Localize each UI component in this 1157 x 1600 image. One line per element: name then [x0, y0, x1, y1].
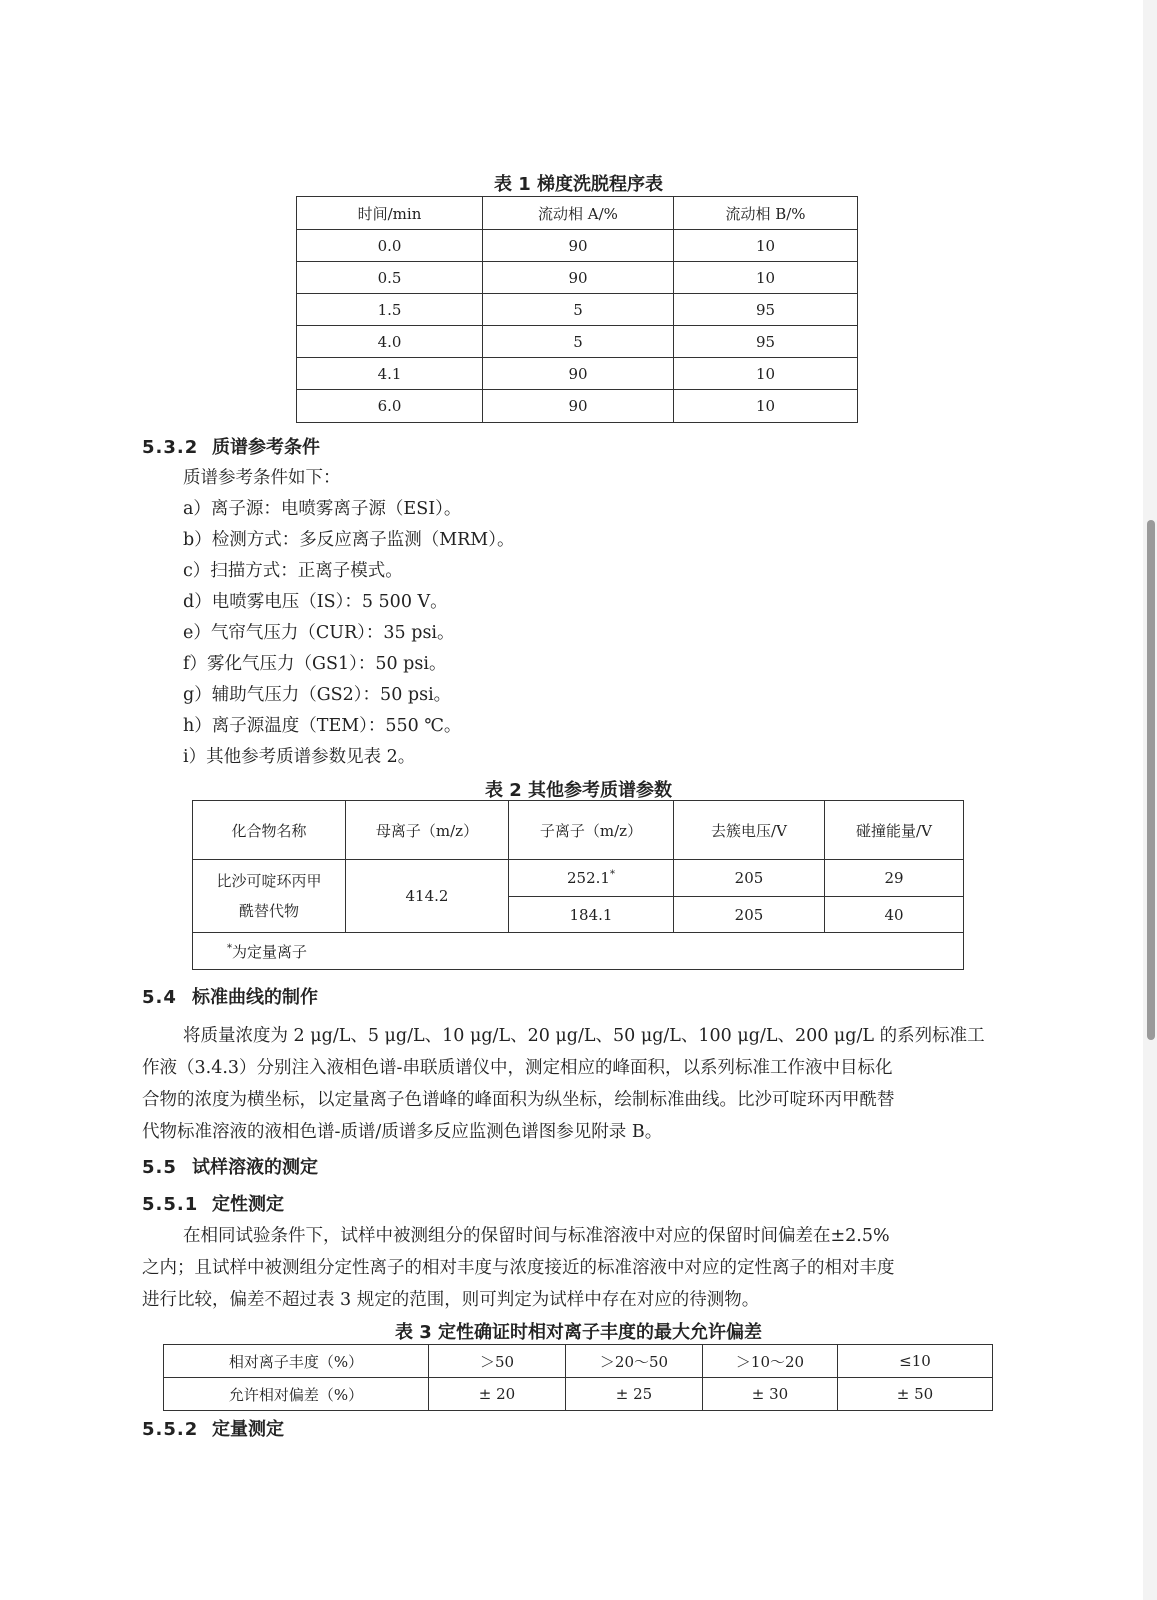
section-title: 质谱参考条件 [212, 437, 320, 458]
list-item: f）雾化气压力（GS1）：50 psi。 [183, 654, 447, 674]
section-number: 5.5 [142, 1157, 177, 1178]
table-cell: 90 [483, 262, 674, 294]
compound-name-cell [193, 860, 346, 933]
table-cell: 205 [674, 860, 825, 897]
table2-header: 碰撞能量/V [825, 801, 964, 860]
table-cell: 10 [674, 358, 858, 390]
table-cell: 40 [825, 897, 964, 933]
section-heading-5-3-2 [142, 433, 320, 459]
table2-header: 母离子（m/z） [346, 801, 509, 860]
table-cell: ± 50 [838, 1378, 993, 1411]
table-cell: 95 [674, 294, 858, 326]
paragraph-line: 将质量浓度为 2 μg/L、5 μg/L、10 μg/L、20 μg/L、50 μg/L、100 μg/L、200 μg/L 的系列标准工 [183, 1026, 985, 1046]
paragraph-line: 作液（3.4.3）分别注入液相色谱-串联质谱仪中，测定相应的峰面积，以系列标准工作液中目标化 [142, 1058, 893, 1078]
table-cell: ＞10～20 [703, 1345, 838, 1378]
table-cell: 10 [674, 390, 858, 423]
vertical-scrollbar[interactable] [1143, 0, 1157, 1600]
table-cell: 90 [483, 230, 674, 262]
table-cell: 5 [483, 294, 674, 326]
table1 [296, 196, 858, 423]
parent-ion-cell: 414.2 [346, 860, 509, 933]
table-row [164, 1378, 993, 1411]
list-item: c）扫描方式：正离子模式。 [183, 561, 403, 581]
section-heading-5-4 [142, 983, 318, 1009]
table-cell: ± 20 [429, 1378, 566, 1411]
quant-ion-mark: * [609, 869, 615, 880]
product-ion-value: 184.1 [569, 905, 613, 924]
list-item: g）辅助气压力（GS2）：50 psi。 [183, 685, 452, 705]
table1-caption: 表 1 梯度洗脱程序表 [493, 174, 664, 195]
section-title: 定量测定 [212, 1419, 284, 1440]
list-item: b）检测方式：多反应离子监测（MRM）。 [183, 530, 515, 550]
paragraph-line: 在相同试验条件下，试样中被测组分的保留时间与标准溶液中对应的保留时间偏差在±2.5% [183, 1226, 890, 1246]
table-cell: ＞20～50 [566, 1345, 703, 1378]
table-cell: 90 [483, 358, 674, 390]
table-row [193, 860, 964, 897]
section-number: 5.4 [142, 987, 177, 1008]
table-row [297, 262, 858, 294]
footnote-text: 为定量离子 [232, 942, 308, 961]
table-cell: ± 30 [703, 1378, 838, 1411]
table-cell: 0.0 [297, 230, 483, 262]
scrollbar-thumb[interactable] [1147, 520, 1155, 1040]
table-cell: 95 [674, 326, 858, 358]
paragraph-line: 进行比较，偏差不超过表 3 规定的范围，则可判定为试样中存在对应的待测物。 [142, 1290, 760, 1310]
table-cell: 5 [483, 326, 674, 358]
compound-name-line: 酰替代物 [238, 902, 299, 920]
table-row [297, 326, 858, 358]
paragraph-line: 合物的浓度为横坐标，以定量离子色谱峰的峰面积为纵坐标，绘制标准曲线。比沙可啶环丙甲酰替 [142, 1090, 895, 1110]
table-cell: 10 [674, 230, 858, 262]
table-cell: 29 [825, 860, 964, 897]
table-cell: 4.0 [297, 326, 483, 358]
table-cell: 6.0 [297, 390, 483, 423]
list-item: a）离子源：电喷雾离子源（ESI）。 [183, 499, 462, 519]
section-heading-5-5 [142, 1153, 318, 1179]
table-cell: 4.1 [297, 358, 483, 390]
table3 [163, 1344, 993, 1411]
table1-header: 时间/min [297, 197, 483, 230]
section-title: 定性测定 [212, 1194, 284, 1215]
paragraph-line: 之内；且试样中被测组分定性离子的相对丰度与浓度接近的标准溶液中对应的定性离子的相对丰度 [142, 1258, 895, 1278]
table2-caption: 表 2 其他参考质谱参数 [484, 780, 673, 801]
footnote-mark: * [227, 942, 232, 954]
table2-header: 化合物名称 [193, 801, 346, 860]
product-ion-cell [509, 860, 674, 897]
table-row-label: 允许相对偏差（%） [164, 1378, 429, 1411]
section-title: 标准曲线的制作 [192, 987, 318, 1008]
table-row [297, 294, 858, 326]
section-number: 5.5.1 [142, 1194, 199, 1215]
table-cell: 1.5 [297, 294, 483, 326]
table-cell: 10 [674, 262, 858, 294]
table-cell: ± 25 [566, 1378, 703, 1411]
section-number: 5.3.2 [142, 437, 199, 458]
table-cell: 90 [483, 390, 674, 423]
list-item: d）电喷雾电压（IS）：5 500 V。 [183, 592, 448, 612]
table2 [192, 800, 964, 970]
table-row [164, 1345, 993, 1378]
table2-header: 去簇电压/V [674, 801, 825, 860]
product-ion-cell [509, 897, 674, 933]
list-item: i）其他参考质谱参数见表 2。 [183, 747, 416, 767]
table-row [297, 230, 858, 262]
table-cell: 205 [674, 897, 825, 933]
table1-header: 流动相 B/% [674, 197, 858, 230]
table-footnote [193, 933, 964, 970]
table-cell: ＞50 [429, 1345, 566, 1378]
compound-name-line: 比沙可啶环丙甲 [216, 872, 322, 890]
table1-header: 流动相 A/% [483, 197, 674, 230]
table3-caption: 表 3 定性确证时相对离子丰度的最大允许偏差 [394, 1322, 763, 1343]
table-row-label: 相对离子丰度（%） [164, 1345, 429, 1378]
section-title: 试样溶液的测定 [192, 1157, 318, 1178]
section-heading-5-5-1 [142, 1190, 284, 1216]
intro-text: 质谱参考条件如下： [183, 468, 341, 488]
section-heading-5-5-2 [142, 1415, 284, 1441]
table-cell: ≤10 [838, 1345, 993, 1378]
table-row [297, 358, 858, 390]
product-ion-value: 252.1 [567, 869, 610, 887]
list-item: e）气帘气压力（CUR）：35 psi。 [183, 623, 455, 643]
paragraph-line: 代物标准溶液的液相色谱-质谱/质谱多反应监测色谱图参见附录 B。 [142, 1122, 663, 1142]
list-item: h）离子源温度（TEM）：550 ℃。 [183, 716, 462, 736]
section-number: 5.5.2 [142, 1419, 199, 1440]
table-row [297, 390, 858, 423]
table-cell: 0.5 [297, 262, 483, 294]
table2-header: 子离子（m/z） [509, 801, 674, 860]
